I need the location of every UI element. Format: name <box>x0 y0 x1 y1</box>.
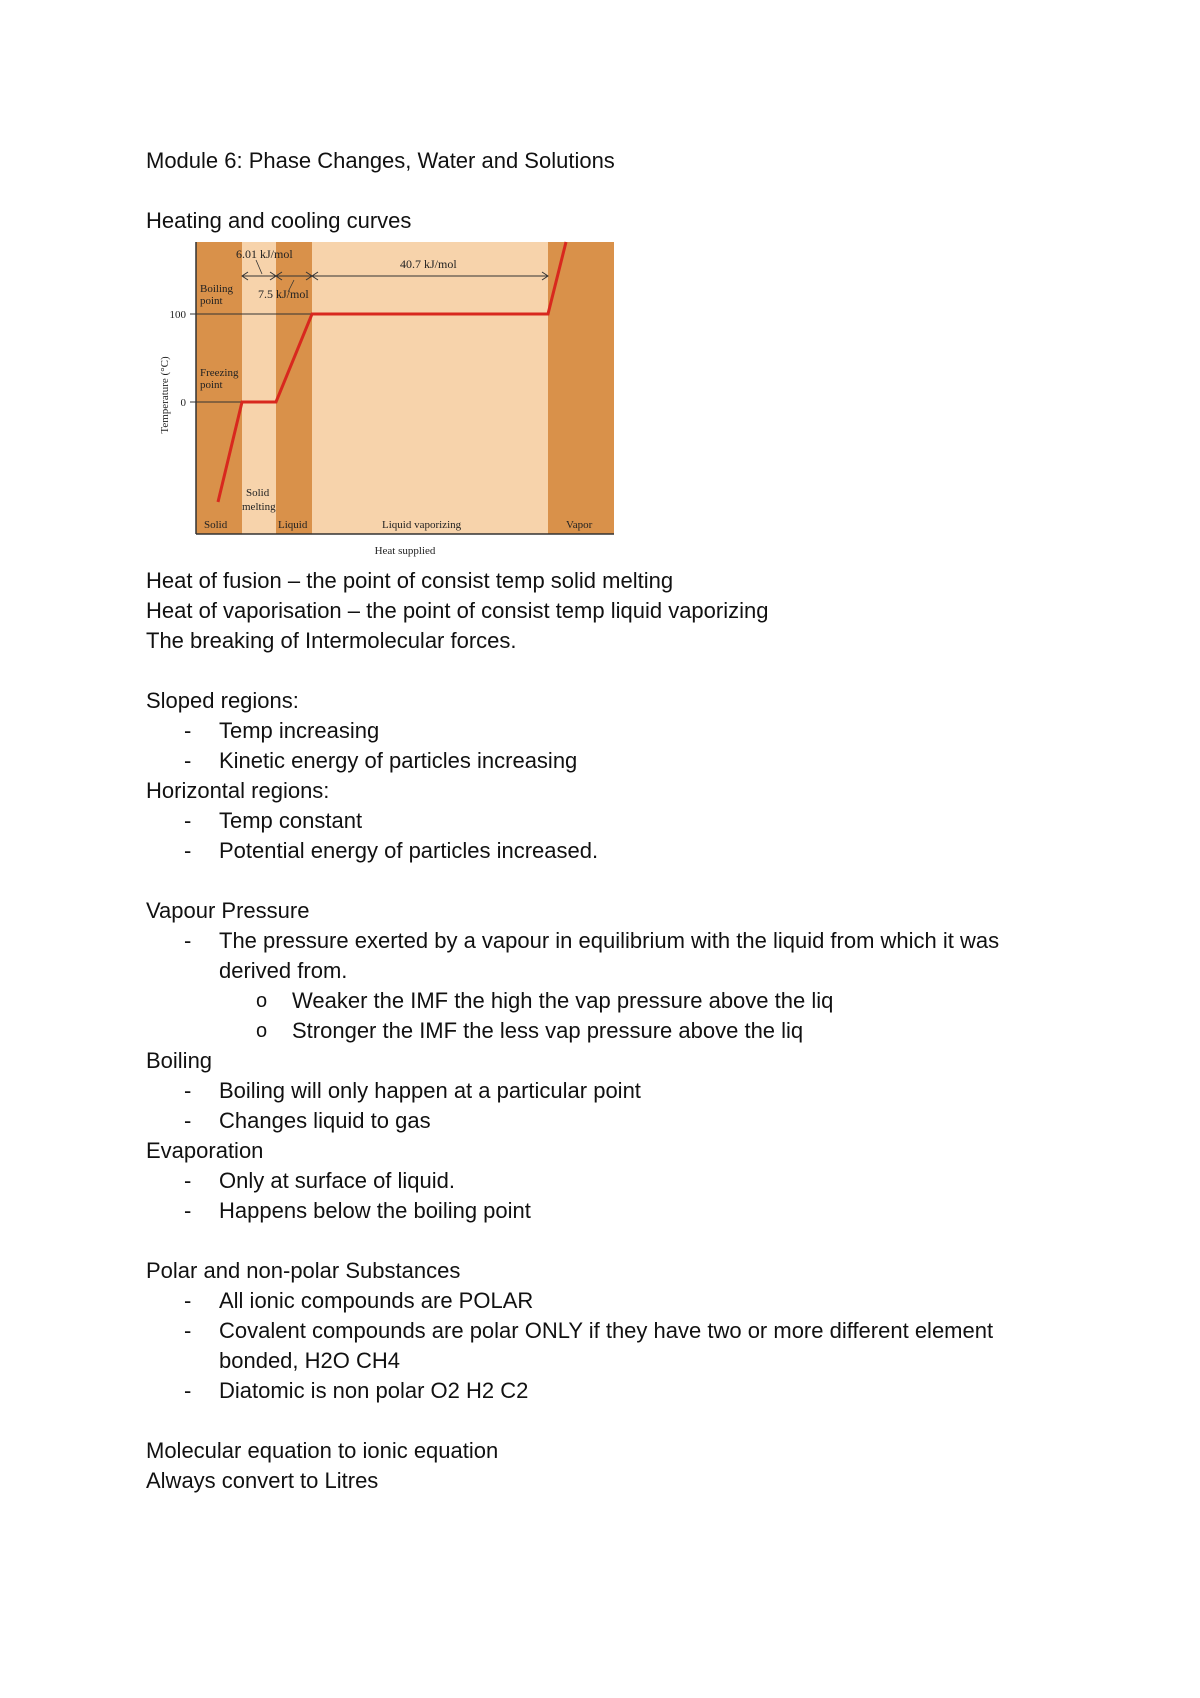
heating-curve-figure <box>146 240 646 560</box>
heading-horizontal: Horizontal regions: <box>146 778 330 803</box>
label-freezing-2: point <box>200 379 223 391</box>
dash-mark: - <box>184 838 192 863</box>
dash-mark: - <box>184 1318 192 1343</box>
bullet-item: - Boiling will only happen at a particular point <box>146 1076 1066 1106</box>
section-heading-heating: Heating and cooling curves <box>146 208 412 233</box>
bullet-item: - Temp increasing <box>146 716 1066 746</box>
dash-mark: - <box>184 808 192 833</box>
dash-mark: - <box>184 928 192 953</box>
label-phase-melting-1: Solid <box>246 487 270 499</box>
bullet-item: - Potential energy of particles increased. <box>146 836 1066 866</box>
circle-mark: o <box>256 1020 268 1042</box>
text-line: Heat of fusion – the point of consist temp solid melting <box>146 568 674 593</box>
band-vaporizing <box>312 242 548 534</box>
dash-mark: - <box>184 1378 192 1403</box>
label-phase-liquid: Liquid <box>278 519 308 531</box>
label-phase-vaporizing: Liquid vaporizing <box>382 519 462 531</box>
document-page <box>146 146 1066 1496</box>
label-phase-solid: Solid <box>204 519 228 531</box>
dash-mark: - <box>184 1198 192 1223</box>
bullet-item: - Covalent compounds are polar ONLY if they have two or more different element bonded, H2O CH4 <box>184 1318 994 1373</box>
bullet-item: - Happens below the boiling point <box>146 1196 1066 1226</box>
dash-mark: - <box>184 748 192 773</box>
label-boiling-1: Boiling <box>200 283 234 295</box>
dash-mark: - <box>184 1078 192 1103</box>
dash-mark: - <box>184 1288 192 1313</box>
label-energy-liquid: 7.5 kJ/mol <box>258 287 309 301</box>
label-boiling-2: point <box>200 295 223 307</box>
bullet-item: - Diatomic is non polar O2 H2 C2 <box>146 1376 1066 1406</box>
bullet-item: - Temp constant <box>146 806 1066 836</box>
text-molecular: Molecular equation to ionic equation <box>146 1438 499 1463</box>
y-axis-label: Temperature (°C) <box>159 356 171 434</box>
tick-label-0: 0 <box>180 397 186 409</box>
x-axis-label: Heat supplied <box>374 545 436 557</box>
label-energy-fusion: 6.01 kJ/mol <box>236 247 293 261</box>
text-line: Heat of vaporisation – the point of consist temp liquid vaporizing <box>146 598 769 623</box>
tick-label-100: 100 <box>169 309 186 321</box>
heading-evaporation: Evaporation <box>146 1138 264 1163</box>
text-litres: Always convert to Litres <box>146 1468 379 1493</box>
circle-mark: o <box>256 990 268 1012</box>
bullet-item: - Kinetic energy of particles increasing <box>146 746 1066 776</box>
label-phase-melting-2: melting <box>242 501 276 513</box>
bullet-item: - Only at surface of liquid. <box>146 1166 1066 1196</box>
label-freezing-1: Freezing <box>200 367 239 379</box>
dash-mark: - <box>184 1168 192 1193</box>
heating-curve-diagram <box>146 240 646 560</box>
heading-vapour: Vapour Pressure <box>146 898 310 923</box>
bullet-item: - The pressure exerted by a vapour in equilibrium with the liquid from which it was derived from. <box>184 928 1000 983</box>
band-vapor <box>548 242 614 534</box>
sub-bullet-item: o Weaker the IMF the high the vap pressure above the liq <box>146 986 1066 1016</box>
text-line: The breaking of Intermolecular forces. <box>146 628 517 653</box>
dash-mark: - <box>184 1108 192 1133</box>
sub-bullet-item: o Stronger the IMF the less vap pressure above the liq <box>146 1016 1066 1046</box>
bullet-item: - All ionic compounds are POLAR <box>146 1286 1066 1316</box>
bullet-item: - Changes liquid to gas <box>146 1106 1066 1136</box>
heading-boiling: Boiling <box>146 1048 213 1073</box>
dash-mark: - <box>184 718 192 743</box>
label-phase-vapor: Vapor <box>566 519 593 531</box>
label-energy-vapor: 40.7 kJ/mol <box>400 257 457 271</box>
page-title: Module 6: Phase Changes, Water and Solutions <box>146 148 615 173</box>
heading-polar: Polar and non-polar Substances <box>146 1258 461 1283</box>
heading-sloped: Sloped regions: <box>146 688 299 713</box>
